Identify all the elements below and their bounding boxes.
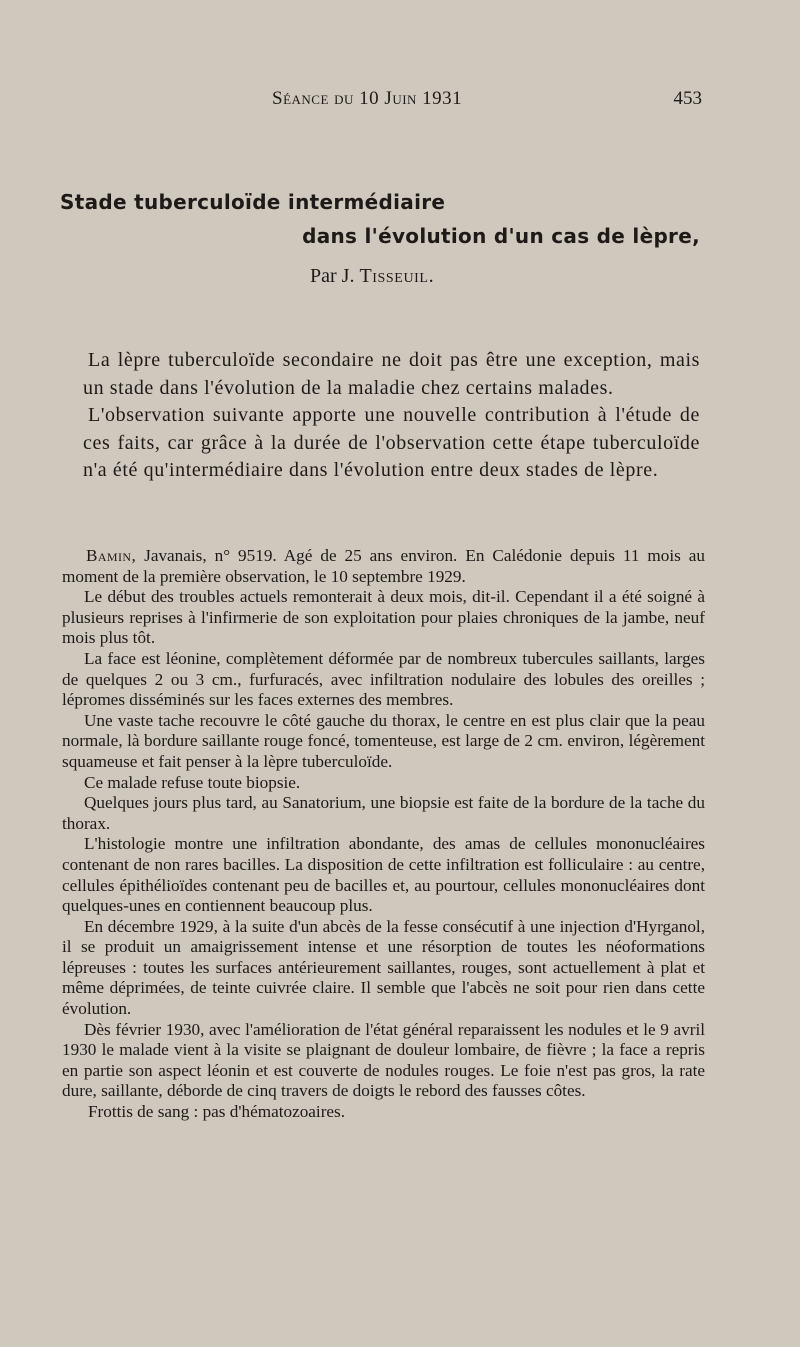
article-title-line-1: Stade tuberculoïde intermédiaire (60, 190, 446, 214)
running-head (0, 88, 800, 112)
patient-name: Bamin, (86, 546, 137, 565)
intro-paragraph: La lèpre tuberculoïde secondaire ne doit pas être une exception, mais un stade dans l'évolution de la maladie chez certains malades. (83, 349, 700, 399)
observation-paragraph: Le début des troubles actuels remonterait à deux mois, dit-il. Cependant il a été soigné à plusieurs reprises à l'infirmerie de son exploitation pour plaies chroniques de la jambe, neuf mois plus tôt. (62, 587, 705, 648)
byline-prefix: Par J. (310, 265, 355, 287)
observation-paragraph: Ce malade refuse toute biopsie. (84, 772, 301, 792)
page-number: 453 (673, 88, 702, 109)
observation-paragraph: Quelques jours plus tard, au Sanatorium, une biopsie est faite de la bordure de la tache du thorax. (62, 793, 705, 833)
running-title: Séance du 10 Juin 1931 (272, 88, 463, 109)
observation-paragraph: L'histologie montre une infiltration abondante, des amas de cellules mononucléaires contenant de non rares bacilles. La disposition de cette infiltration est folliculaire : au centre, cellules épithélioïdes contenant peu de bacilles et, au pourtour, cellules mononucléaires dont quelques-unes en contiennent beaucoup plus. (62, 834, 705, 916)
byline (310, 265, 434, 288)
observation-paragraph: La face est léonine, complètement déformée par de nombreux tubercules saillants, larges de quelques 2 ou 3 cm., furfuracés, avec infiltration nodulaire des lobules des oreilles ; lépromes disséminés sur les faces externes des membres. (62, 648, 705, 710)
observation-paragraph: Dès février 1930, avec l'amélioration de l'état général reparaissent les nodules et le 9 avril 1930 le malade vient à la visite se plaignant de douleur lombaire, de fièvre ; la face a repris en partie son aspect léonin et est couverte de nodules rouges. Le foie n'est pas gros, la rate dure, saillante, déborde de cinq travers de doigts le rebord des fausses côtes. (62, 1019, 705, 1101)
case-observation (62, 546, 705, 1123)
observation-lead (62, 546, 705, 587)
introduction (83, 347, 700, 485)
intro-paragraph: L'observation suivante apporte une nouvelle contribution à l'étude de ces faits, car grâce à la durée de l'observation cette étape tuberculoïde n'a été qu'intermédiaire dans l'évolution entre deux stades de lèpre. (83, 404, 700, 481)
article-title-line-2: dans l'évolution d'un cas de lèpre, (302, 224, 700, 248)
observation-paragraph: Une vaste tache recouvre le côté gauche du thorax, le centre en est plus clair que la peau normale, là bordure saillante rouge foncé, tomenteuse, est large de 2 cm. environ, légèrement squameuse et fait penser à la lèpre tuberculoïde. (62, 710, 705, 771)
observation-lead-text: Javanais, n° 9519. Agé de 25 ans environ. En Calédonie depuis 11 mois au moment de la première observation, le 10 septembre 1929. (62, 546, 705, 586)
observation-paragraph: Frottis de sang : pas d'hématozoaires. (88, 1102, 346, 1122)
observation-paragraph: En décembre 1929, à la suite d'un abcès de la fesse consécutif à une injection d'Hyrganol, il se produit un amaigrissement intense et une résorption de toutes les néoformations lépreuses : toutes les surfaces antérieurement saillantes, rouges, sont actuellement à plat et même déprimées, de teinte cuivrée claire. Il semble que l'abcès ne soit pour rien dans cette évolution. (62, 916, 705, 1019)
author-name: Tisseuil. (359, 265, 435, 287)
